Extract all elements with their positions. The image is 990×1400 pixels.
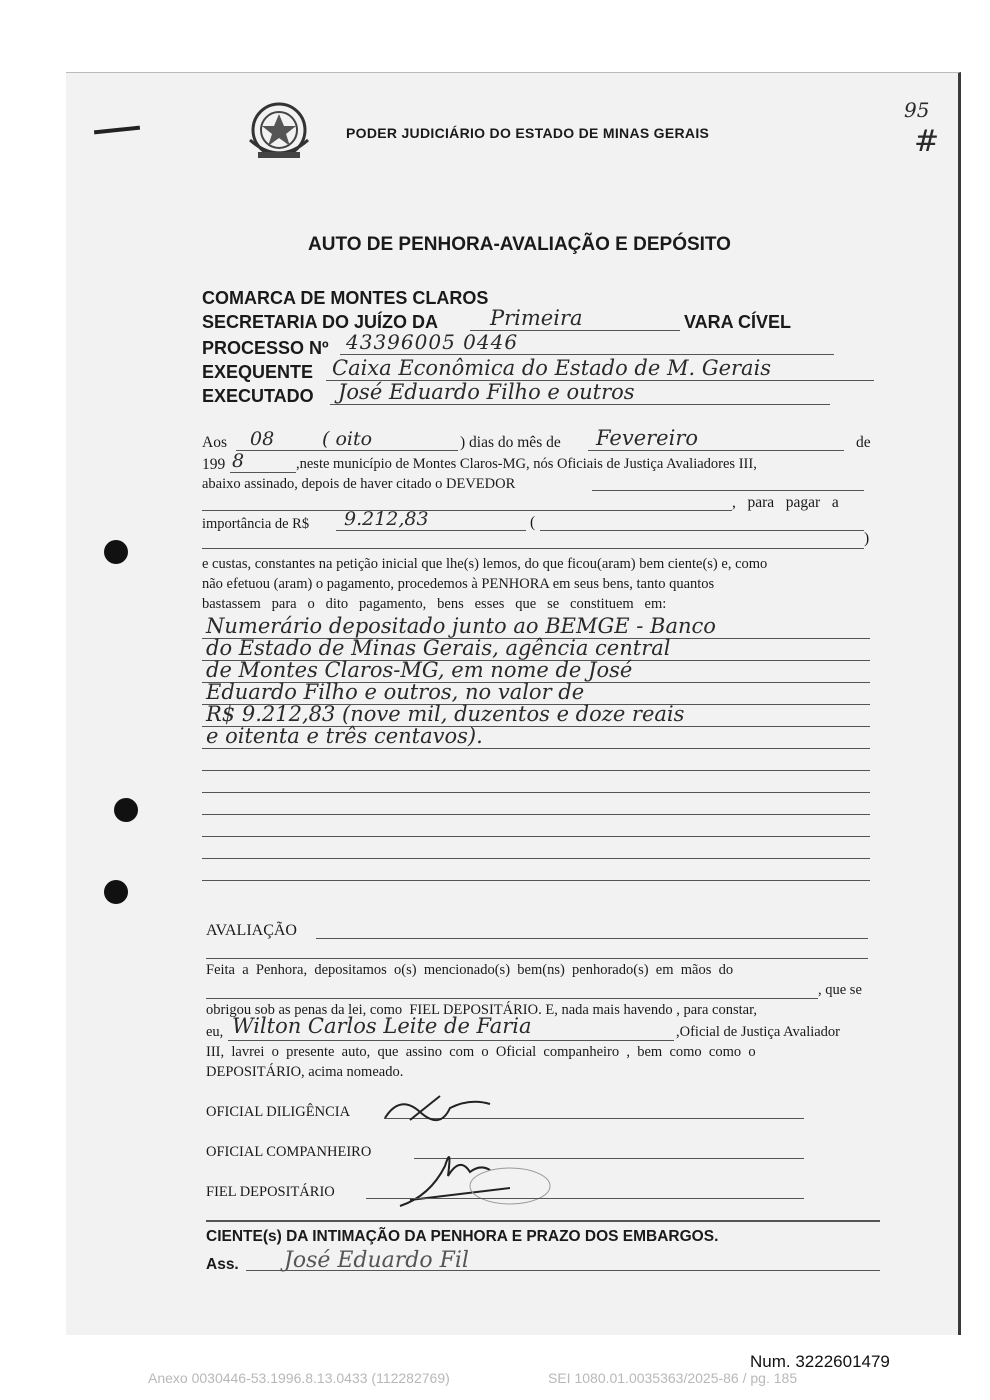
paren-close: )	[864, 530, 870, 547]
oficial-diligencia-label: OFICIAL DILIGÊNCIA	[206, 1104, 351, 1120]
document-title: AUTO DE PENHORA-AVALIAÇÃO E DEPÓSITO	[308, 234, 731, 255]
comarca-label: COMARCA DE MONTES CLAROS	[202, 288, 489, 308]
ano-digit: 8	[232, 450, 245, 472]
executado-label: EXECUTADO	[202, 386, 314, 406]
ass-label: Ass.	[206, 1256, 239, 1273]
exequente-label: EXEQUENTE	[202, 362, 314, 382]
de-text: de	[856, 434, 871, 451]
dia-numero: 08	[250, 428, 275, 450]
punch-hole	[114, 798, 138, 822]
avaliacao-label: AVALIAÇÃO	[206, 922, 297, 939]
ciente-text: CIENTE(s) DA INTIMAÇÃO DA PENHORA E PRAZO DOS EMBARGOS.	[206, 1228, 719, 1245]
bens-line-4: Eduardo Filho e outros, no valor de	[206, 680, 585, 704]
obrigou-text: obrigou sob as penas da lei, como FIEL DEPOSITÁRIO. E, nada mais havendo , para constar,	[206, 1002, 757, 1018]
vara-label: VARA CÍVEL	[684, 312, 792, 332]
para-pagar-text: , para pagar a	[732, 494, 839, 511]
municipio-text: ,neste município de Montes Claros-MG, nós Oficiais de Justiça Avaliadores III,	[296, 456, 757, 472]
custas-text: e custas, constantes na petição inicial que lhe(s) lemos, do que ficou(aram) bem ciente(s) e, como	[202, 556, 768, 572]
valor-value: 9.212,83	[344, 508, 429, 530]
bens-line-3: de Montes Claros-MG, em nome de José	[206, 658, 633, 682]
institution-header: PODER JUDICIÁRIO DO ESTADO DE MINAS GERAIS	[346, 125, 710, 141]
coat-of-arms-logo	[244, 100, 314, 164]
eu-text: eu,	[206, 1024, 224, 1040]
bens-line-5: R$ 9.212,83 (nove mil, duzentos e doze reais	[206, 702, 685, 726]
feita-text: Feita a Penhora, depositamos o(s) mencionado(s) bem(ns) penhorado(s) em mãos do	[206, 962, 734, 978]
executado-value: José Eduardo Filho e outros	[338, 380, 635, 404]
dia-extenso: ( oito	[322, 428, 373, 450]
abaixo-text: abaixo assinado, depois de haver citado o DEVEDOR	[202, 476, 516, 492]
processo-label: PROCESSO Nº	[202, 338, 329, 358]
bens-line-2: do Estado de Minas Gerais, agência central	[206, 636, 671, 660]
oficial-companheiro-label: OFICIAL COMPANHEIRO	[206, 1144, 372, 1160]
que-se-text: , que se	[818, 982, 862, 998]
document-number: Num. 3222601479	[750, 1352, 890, 1371]
secretaria-value: Primeira	[490, 306, 583, 330]
punch-hole	[104, 540, 128, 564]
bens-line-6: e oitenta e três centavos).	[206, 724, 483, 748]
footer-anexo: Anexo 0030446-53.1996.8.13.0433 (112282769)	[148, 1370, 450, 1386]
bastassem-text: bastassem para o dito pagamento, bens esses que se constituem em:	[202, 596, 667, 612]
nao-efetuou-text: não efetuou (aram) o pagamento, procedemos à PENHORA em seus bens, tanto quantos	[202, 576, 715, 592]
signature-companheiro	[390, 1136, 560, 1216]
fiel-depositario-label: FIEL DEPOSITÁRIO	[206, 1184, 335, 1200]
depositario-text: DEPOSITÁRIO, acima nomeado.	[206, 1064, 404, 1080]
iii-text: III, lavrei o presente auto, que assino com o Oficial companheiro , bem como como o	[206, 1044, 756, 1060]
paren-open: (	[530, 514, 536, 531]
footer-sei: SEI 1080.01.0035363/2025-86 / pg. 185	[548, 1370, 798, 1386]
dias-do-mes-text: ) dias do mês de	[460, 434, 561, 451]
aos-text: Aos	[202, 434, 227, 451]
importancia-text: importância de R$	[202, 516, 310, 532]
ano-prefix: 199	[202, 456, 226, 473]
page-number-mark: 95	[904, 98, 930, 122]
signature-diligencia	[380, 1090, 510, 1130]
secretaria-label: SECRETARIA DO JUÍZO DA	[202, 312, 439, 332]
exequente-value: Caixa Econômica do Estado de M. Gerais	[332, 356, 772, 380]
punch-hole	[104, 880, 128, 904]
page-number-sub-mark: #	[914, 124, 940, 159]
processo-value: 43396005 0446	[346, 330, 519, 354]
oficial-nome: Wilton Carlos Leite de Faria	[232, 1014, 532, 1038]
ass-signature: José Eduardo Fil	[284, 1248, 469, 1273]
bens-line-1: Numerário depositado junto ao BEMGE - Banco	[206, 614, 716, 638]
mes-value: Fevereiro	[596, 426, 699, 450]
oficial-de-justica-text: ,Oficial de Justiça Avaliador	[676, 1024, 841, 1040]
